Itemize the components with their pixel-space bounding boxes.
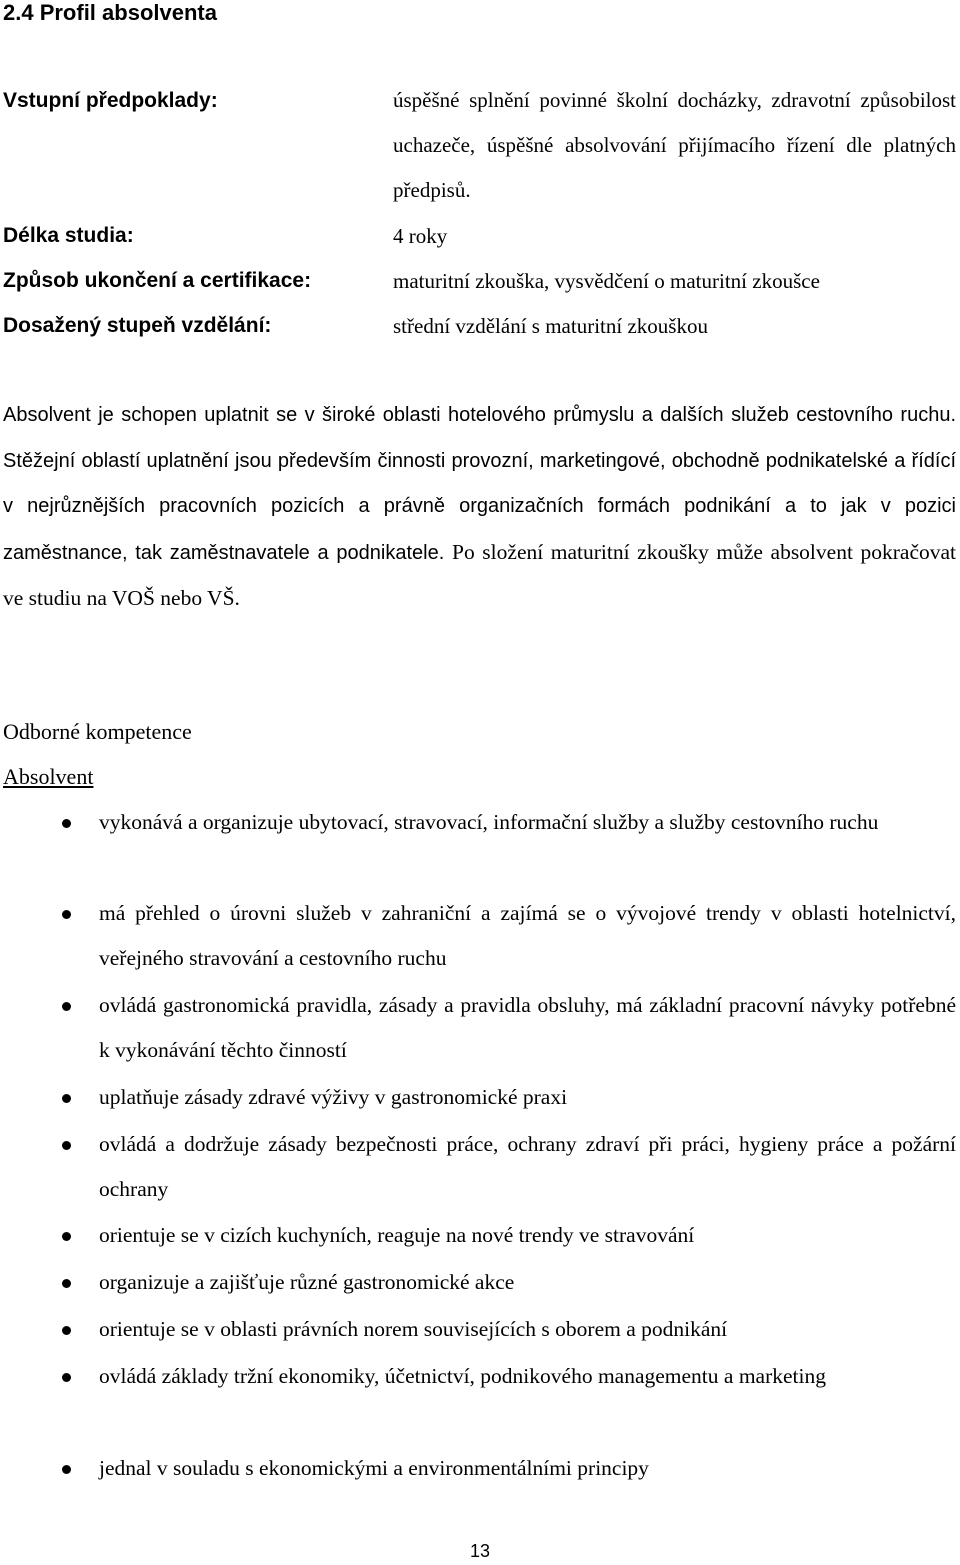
completion-label: Způsob ukončení a certifikace: bbox=[3, 269, 312, 292]
bullet-icon bbox=[62, 1373, 71, 1382]
bullet-icon bbox=[62, 1002, 71, 1011]
list-item-text: uplatňuje zásady zdravé výživy v gastronomické praxi bbox=[99, 1085, 568, 1109]
length-value: 4 roky bbox=[393, 224, 448, 248]
section-heading: 2.4 Profil absolventa bbox=[3, 0, 217, 25]
bullet-icon bbox=[62, 1094, 71, 1103]
entry-value: úspěšné splnění povinné školní docházky, zdravotní způsobilost uchazeče, úspěšné absolvování přijímacího řízení dle platných předpisů. bbox=[393, 88, 956, 202]
intro-further-study-text: Po složení maturitní zkoušky může absolvent pokračovat ve studiu na VOŠ nebo VŠ. bbox=[3, 539, 957, 610]
list-item-text: vykonává a organizuje ubytovací, stravovací, informační služby a služby cestovního ruchu bbox=[99, 810, 879, 834]
list-item-text: ovládá a dodržuje zásady bezpečnosti práce, ochrany zdraví při práci, hygieny práce a požární ochrany bbox=[99, 1132, 956, 1201]
list-item-text: orientuje se v oblasti právních norem souvisejících s oborem a podnikání bbox=[99, 1317, 728, 1341]
bullet-icon bbox=[62, 910, 71, 919]
list-item-text: orientuje se v cizích kuchyních, reaguje na nové trendy ve stravování bbox=[99, 1223, 695, 1247]
level-label: Dosažený stupeň vzdělání: bbox=[3, 314, 272, 337]
bullet-icon bbox=[62, 1279, 71, 1288]
bullet-icon bbox=[62, 819, 71, 828]
list-item-text: jednal v souladu s ekonomickými a environmentálními principy bbox=[99, 1456, 649, 1480]
list-item-text: ovládá gastronomická pravidla, zásady a pravidla obsluhy, má základní pracovní návyky potřebné k vykonávání těchto činností bbox=[99, 993, 956, 1062]
bullet-icon bbox=[62, 1141, 71, 1150]
bullet-icon bbox=[62, 1232, 71, 1241]
intro-paragraph bbox=[3, 393, 956, 623]
length-label: Délka studia: bbox=[3, 224, 134, 247]
list-item-text: má přehled o úrovni služeb v zahraniční a zajímá se o vývojové trendy v oblasti hotelnictví, veřejného stravování a cestovního ruchu bbox=[99, 901, 956, 970]
bullet-icon bbox=[62, 1465, 71, 1474]
list-item-text: organizuje a zajišťuje různé gastronomické akce bbox=[99, 1270, 515, 1294]
competences-subtitle: Absolvent bbox=[3, 764, 94, 789]
entry-label: Vstupní předpoklady: bbox=[3, 89, 218, 112]
bullet-icon bbox=[62, 1326, 71, 1335]
completion-value: maturitní zkouška, vysvědčení o maturitní zkoušce bbox=[393, 269, 820, 293]
list-item-text: ovládá základy tržní ekonomiky, účetnictví, podnikového managementu a marketing bbox=[99, 1364, 826, 1388]
page-number: 13 bbox=[469, 1541, 491, 1561]
competences-title: Odborné kompetence bbox=[3, 719, 192, 744]
level-value: střední vzdělání s maturitní zkouškou bbox=[393, 314, 708, 338]
intro-main-text: Absolvent je schopen uplatnit se v široké oblasti hotelového průmyslu a dalších služeb cestovního ruchu. Stěžejní oblastí uplatnění jsou především činnosti provozní, marketingové, obchodně podnikatelské a řídící v nejrůznějších pracovních pozicích a právně organizačních formách podnikání a to jak v pozici zaměstnance, tak zaměstnavatele a podnikatele. bbox=[3, 404, 956, 564]
